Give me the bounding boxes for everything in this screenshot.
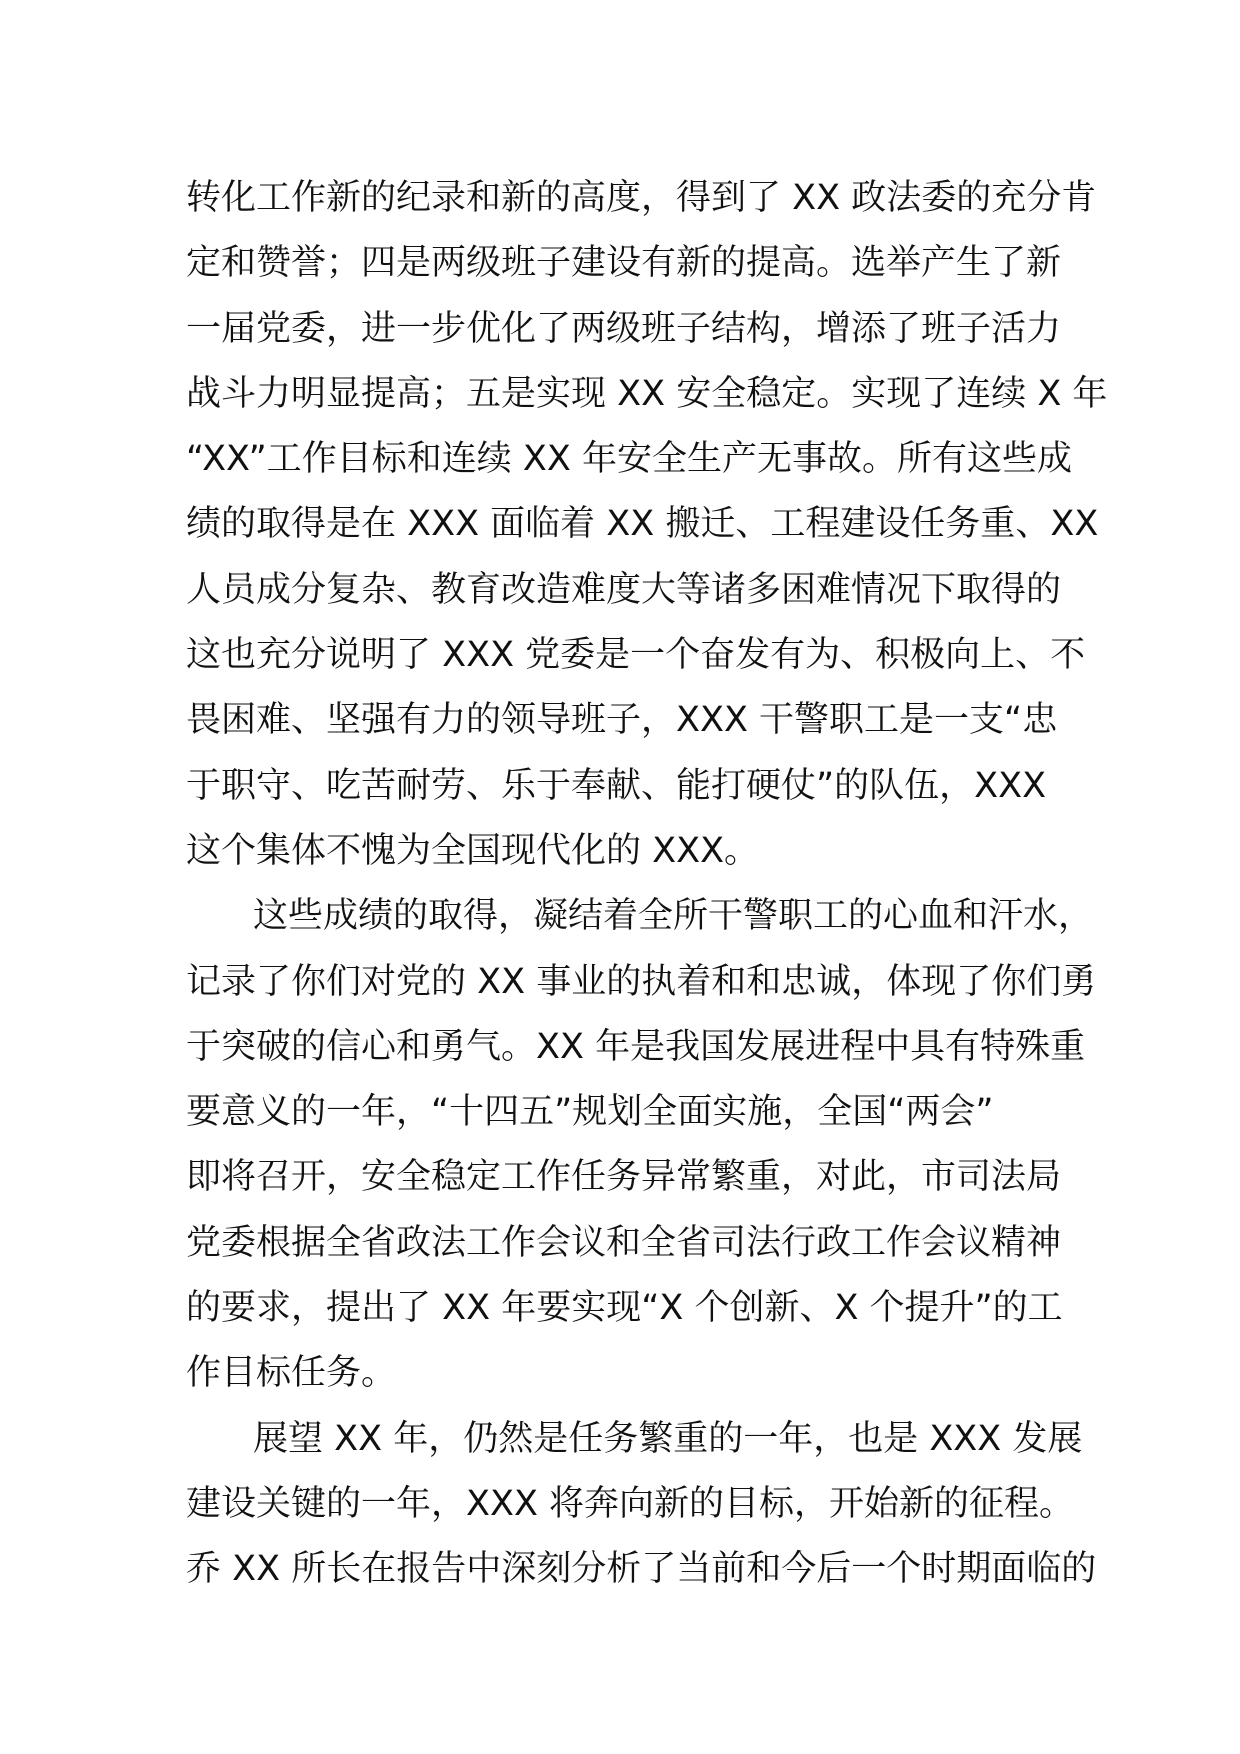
text-line: 战斗力明显提高；五是实现 XX 安全稳定。实现了连续 X 年 <box>186 373 1108 414</box>
paragraph-1 <box>186 166 1108 884</box>
text-line: “XX”工作目标和连续 XX 年安全生产无事故。所有这些成 <box>186 439 1072 480</box>
text-line: 要意义的一年，“十四五”规划全面实施，全国“两会” <box>186 1092 994 1133</box>
text-line: 作目标任务。 <box>186 1353 397 1394</box>
text-line: 建设关键的一年，XXX 将奔向新的目标，开始新的征程。 <box>186 1483 1075 1524</box>
text-line: 展望 XX 年，仍然是任务繁重的一年，也是 XXX 发展 <box>253 1418 1083 1459</box>
paragraph-3 <box>186 1407 1097 1603</box>
text-line: 即将召开，安全稳定工作任务异常繁重，对此，市司法局 <box>186 1157 1062 1198</box>
paragraph-2 <box>186 884 1097 1406</box>
text-line: 人员成分复杂、教育改造难度大等诸多困难情况下取得的 <box>186 569 1062 610</box>
text-line: 这也充分说明了 XXX 党委是一个奋发有为、积极向上、不 <box>186 635 1086 676</box>
text-line: 这些成绩的取得，凝结着全所干警职工的心血和汗水， <box>253 896 1094 937</box>
text-line: 于职守、吃苦耐劳、乐于奉献、能打硬仗”的队伍，XXX <box>186 765 1047 806</box>
document-body <box>186 166 1108 1603</box>
text-line: 乔 XX 所长在报告中深刻分析了当前和今后一个时期面临的 <box>186 1549 1097 1590</box>
text-line: 定和赞誉；四是两级班子建设有新的提高。选举产生了新 <box>186 243 1062 284</box>
text-line: 绩的取得是在 XXX 面临着 XX 搬迁、工程建设任务重、XX <box>186 504 1099 545</box>
text-line: 于突破的信心和勇气。XX 年是我国发展进程中具有特殊重 <box>186 1026 1086 1067</box>
text-line: 的要求，提出了 XX 年要实现“X 个创新、X 个提升”的工 <box>186 1288 1063 1329</box>
text-line: 党委根据全省政法工作会议和全省司法行政工作会议精神 <box>186 1222 1062 1263</box>
text-line: 转化工作新的纪录和新的高度，得到了 XX 政法委的充分肯 <box>186 178 1097 218</box>
text-line: 这个集体不愧为全国现代化的 XXX。 <box>186 830 760 871</box>
text-line: 记录了你们对党的 XX 事业的执着和和忠诚，体现了你们勇 <box>186 961 1097 1002</box>
text-line: 一届党委，进一步优化了两级班子结构，增添了班子活力 <box>186 308 1062 349</box>
text-line: 畏困难、坚强有力的领导班子，XXX 干警职工是一支“忠 <box>186 700 1058 741</box>
